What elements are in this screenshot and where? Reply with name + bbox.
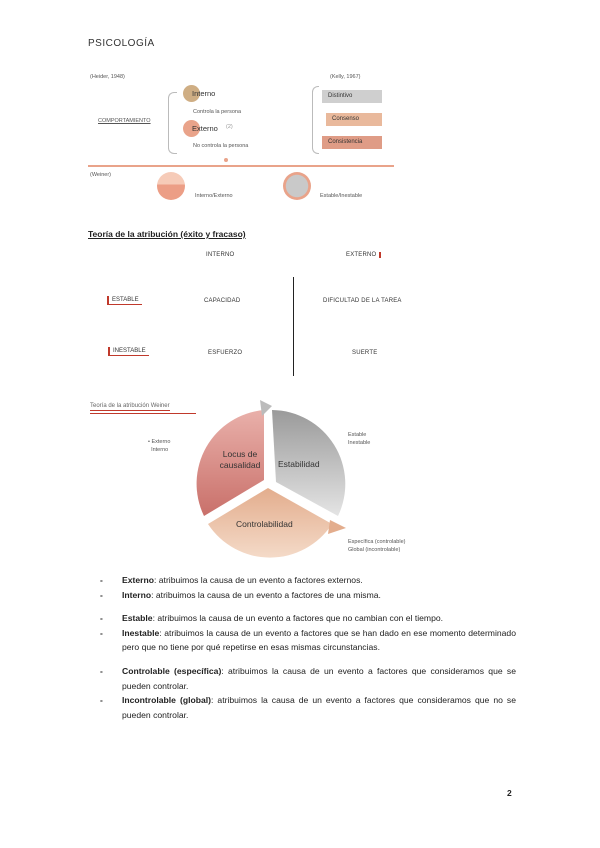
cycle-title: Teoría de la atribución Weiner bbox=[90, 403, 170, 409]
list-item: - Interno: atribuimos la causa de un evento a factores de una misma. bbox=[100, 588, 516, 603]
page-number: 2 bbox=[507, 788, 512, 798]
cell-esfuerzo: ESFUERZO bbox=[208, 350, 243, 356]
note-interno: Interno bbox=[151, 447, 169, 453]
heider-citation: (Heider, 1948) bbox=[90, 74, 125, 80]
weiner-cycle-chart bbox=[180, 398, 360, 568]
comportamiento-label: COMPORTAMIENTO bbox=[98, 118, 151, 124]
cell-capacidad: CAPACIDAD bbox=[204, 298, 241, 304]
list-item: - Incontrolable (global): atribuimos la causa de un evento a factores que consideramos que no se pueden controlar. bbox=[100, 693, 516, 722]
cell-suerte: SUERTE bbox=[352, 350, 378, 356]
kelly-citation: (Kelly, 1967) bbox=[330, 74, 361, 80]
list-item: - Externo: atribuimos la causa de un evento a factores externos. bbox=[100, 573, 516, 588]
interno-heading: Interno bbox=[192, 89, 216, 98]
table-vertical-divider bbox=[293, 277, 294, 376]
weiner-citation: (Weiner) bbox=[90, 172, 111, 178]
cell-dificultad: DIFICULTAD DE LA TAREA bbox=[323, 298, 402, 304]
kelly-item-consistencia: Consistencia bbox=[322, 136, 382, 149]
list-item: - Inestable: atribuimos la causa de un evento a factores que se han dado en ese momento determinado pero que no tiene por qué repetirse en esas mismas circunstancias. bbox=[100, 626, 516, 655]
cycle-left-notes bbox=[148, 438, 170, 454]
attribution-table-title: Teoría de la atribución (éxito y fracaso) bbox=[88, 229, 246, 239]
segment-label-controlabilidad: Controlabilidad bbox=[236, 519, 293, 529]
interno-externo-circle-icon bbox=[157, 172, 185, 200]
cycle-bottom-notes bbox=[348, 538, 405, 554]
note-global: Global (incontrolable) bbox=[348, 547, 401, 553]
kelly-item-distintivo: Distintivo bbox=[322, 90, 382, 103]
list-item: - Controlable (específica): atribuimos la causa de un evento a factores que consideramos que se pueden controlar. bbox=[100, 664, 516, 693]
right-brace bbox=[312, 86, 319, 154]
externo-heading: Externo bbox=[192, 124, 218, 133]
note-especifica: Específica (controlable) bbox=[348, 539, 406, 545]
weiner-item-estable-inestable: Estable/Inestable bbox=[320, 193, 363, 199]
segment-label-locus: Locus de causalidad bbox=[219, 449, 261, 470]
estable-inestable-circle-icon bbox=[283, 172, 311, 200]
dot-marker bbox=[224, 158, 228, 162]
note-estable: Estable bbox=[348, 432, 367, 438]
kelly-item-consenso: Consenso bbox=[326, 113, 382, 126]
col-header-externo: EXTERNO bbox=[346, 252, 381, 258]
row-label-estable: ESTABLE bbox=[107, 296, 142, 305]
externo-note: (2) bbox=[226, 124, 233, 130]
list-item: - Estable: atribuimos la causa de un evento a factores que no cambian con el tiempo. bbox=[100, 611, 516, 626]
segment-label-estabilidad: Estabilidad bbox=[278, 459, 320, 469]
cycle-right-notes bbox=[348, 431, 370, 447]
col-header-interno: INTERNO bbox=[206, 252, 235, 258]
cycle-arrowhead-right bbox=[328, 520, 346, 534]
definitions-list bbox=[100, 573, 516, 722]
divider-line bbox=[88, 165, 394, 167]
row-label-inestable: INESTABLE bbox=[108, 347, 149, 356]
page-header-title: PSICOLOGÍA bbox=[88, 38, 155, 49]
weiner-item-interno-externo: Interno/Externo bbox=[195, 193, 233, 199]
left-brace bbox=[168, 92, 177, 154]
note-externo: • Externo bbox=[148, 439, 171, 445]
externo-desc: No controla la persona bbox=[193, 143, 249, 149]
cycle-arrowhead-top bbox=[260, 400, 272, 416]
interno-desc: Controla la persona bbox=[193, 109, 242, 115]
note-inestable: Inestable bbox=[348, 440, 371, 446]
